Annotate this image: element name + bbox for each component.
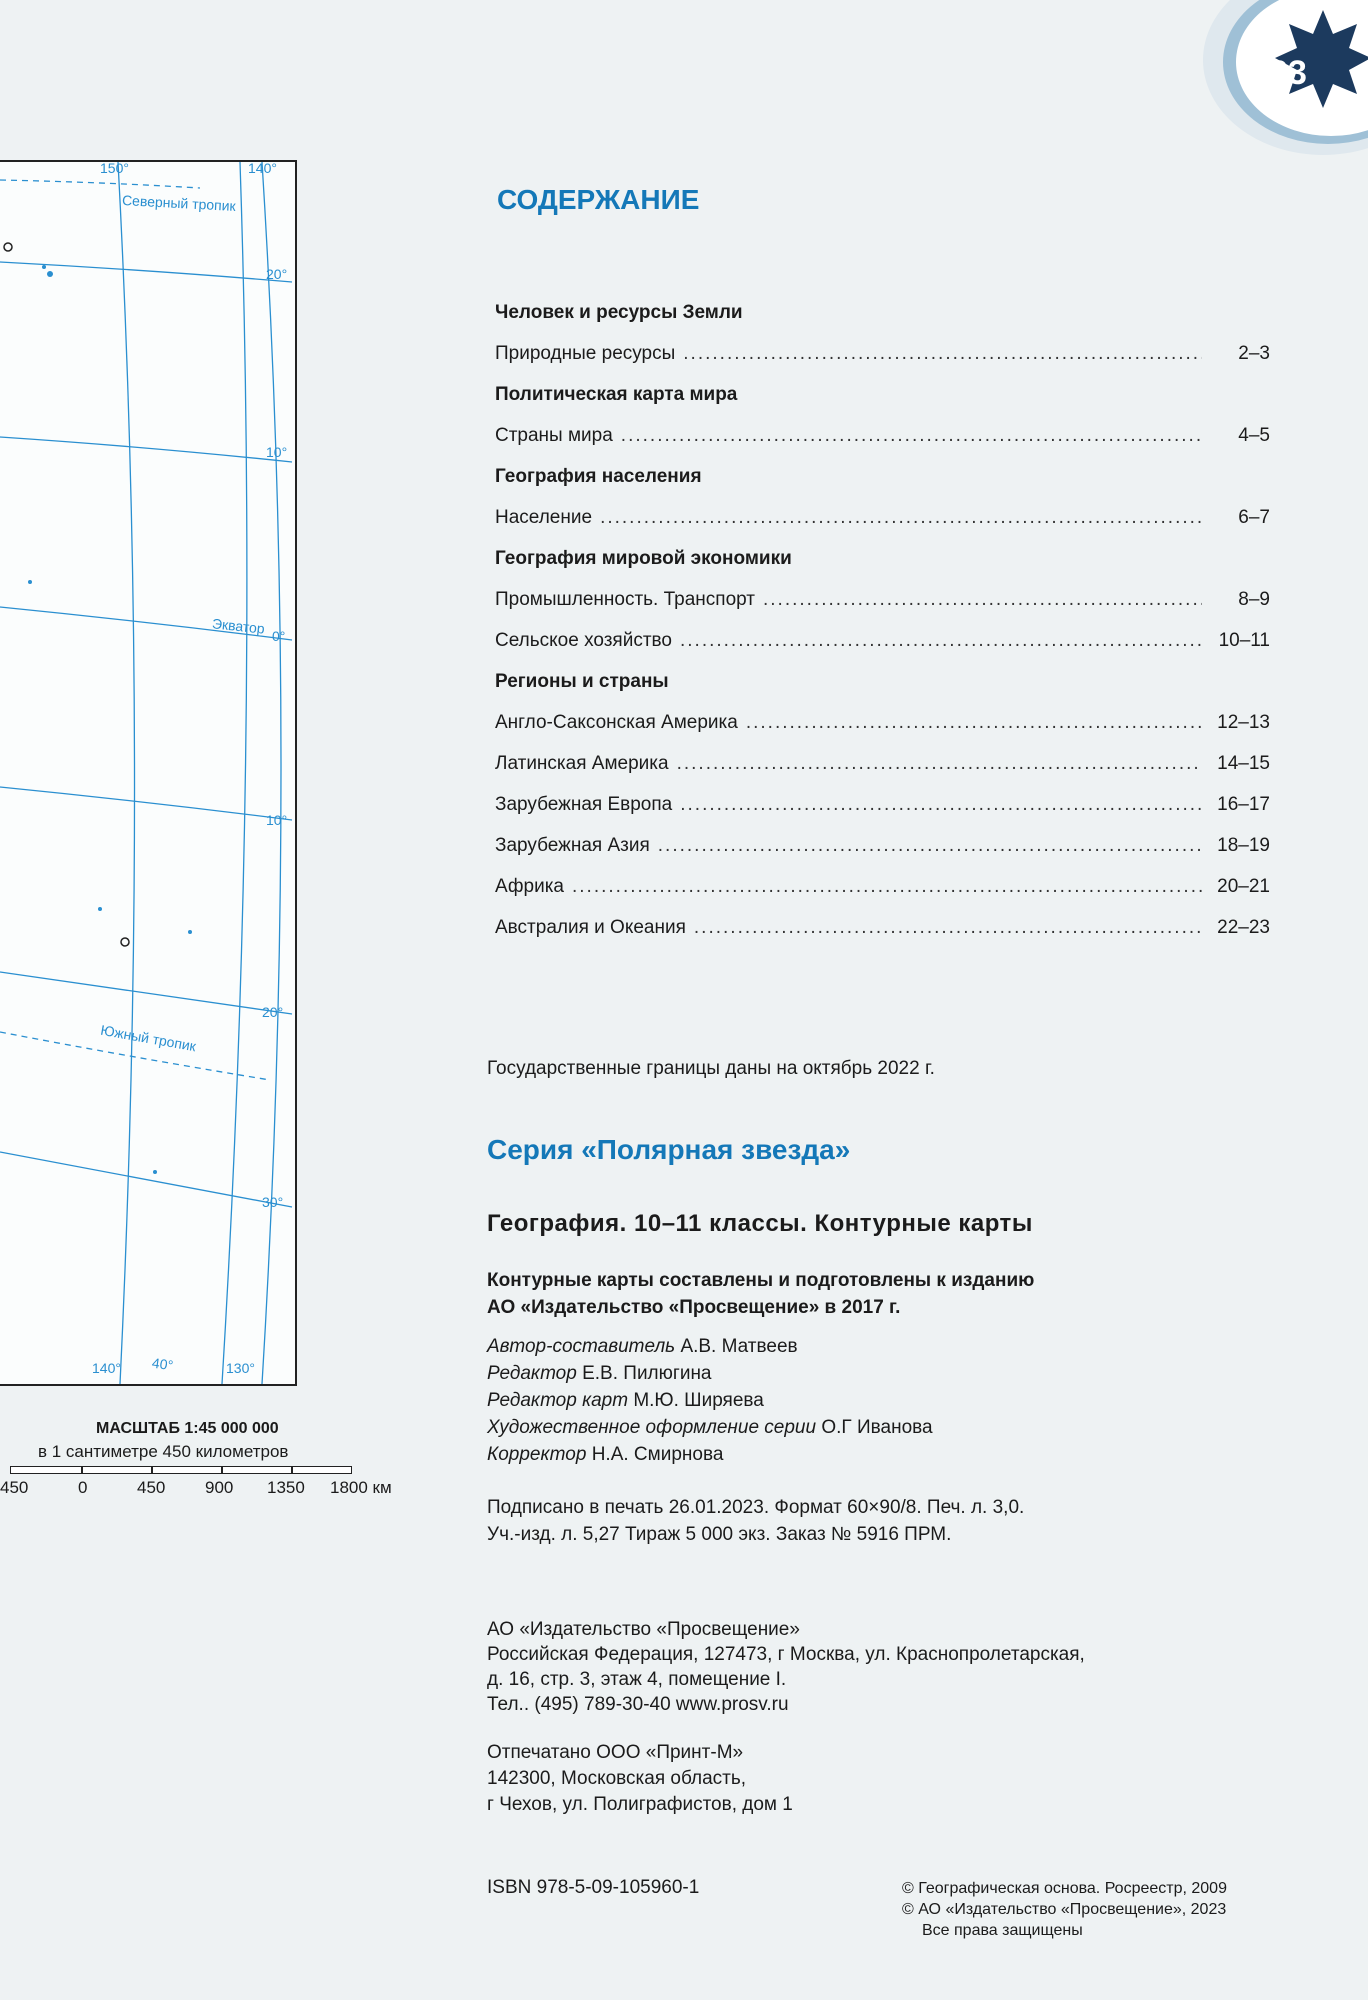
- prepared-note: [487, 1267, 1034, 1321]
- borders-note: Государственные границы даны на октябрь 2022 г.: [487, 1058, 935, 1079]
- credit-name: О.Г Иванова: [821, 1417, 933, 1438]
- prepared-line: АО «Издательство «Просвещение» в 2017 г.: [487, 1297, 901, 1318]
- toc-dot-leader: [746, 702, 1202, 743]
- toc-dot-leader: [763, 579, 1202, 620]
- credit-role: Автор-составитель: [487, 1336, 676, 1357]
- toc-entry-label: Сельское хозяйство: [495, 630, 672, 651]
- map-label-lat10s: 10°: [266, 812, 288, 828]
- copyright-line: © Географическая основа. Росреестр, 2009: [902, 1880, 1227, 1897]
- toc-dot-leader: [683, 333, 1202, 374]
- map-grid: [0, 162, 295, 1384]
- toc-entry: [495, 907, 1270, 948]
- scale-tick: 1800 км: [330, 1478, 392, 1497]
- toc-entry-pages: 14–15: [1217, 753, 1270, 774]
- toc-entry-label: Промышленность. Транспорт: [495, 589, 755, 610]
- printer-line: г Чехов, ул. Полиграфистов, дом 1: [487, 1794, 793, 1815]
- credit-name: Е.В. Пилюгина: [582, 1363, 712, 1384]
- credit-role: Редактор карт: [487, 1390, 629, 1411]
- toc-entry-pages: 18–19: [1217, 835, 1270, 856]
- credit-role: Художественное оформление серии: [487, 1417, 817, 1438]
- toc-entry: [495, 825, 1270, 866]
- toc-dot-leader: [680, 784, 1202, 825]
- credit-name: А.В. Матвеев: [680, 1336, 798, 1357]
- toc-section-heading: География мировой экономики: [495, 548, 792, 569]
- toc-entry: [495, 743, 1270, 784]
- toc-dot-leader: [677, 743, 1202, 784]
- scale-description: в 1 сантиметре 450 километров: [38, 1442, 289, 1461]
- scale-segment: [222, 1466, 292, 1474]
- scale-tick: 450: [137, 1478, 166, 1497]
- toc-entry: [495, 866, 1270, 907]
- scale-segment: [82, 1466, 152, 1474]
- print-info: [487, 1494, 1024, 1548]
- toc-dot-leader: [621, 415, 1202, 456]
- toc-dot-leader: [572, 866, 1202, 907]
- toc-section-heading: Политическая карта мира: [495, 384, 738, 405]
- scale-ticks: [0, 1478, 410, 1502]
- toc-entry: [495, 497, 1270, 538]
- toc-entry-label: Латинская Америка: [495, 753, 669, 774]
- printer-info: [487, 1740, 793, 1818]
- toc-entry: [495, 620, 1270, 661]
- scale-bar: [10, 1466, 350, 1474]
- toc-entry-label: Австралия и Океания: [495, 917, 686, 938]
- map-label-lat0: 0°: [272, 628, 286, 644]
- toc-entry: [495, 784, 1270, 825]
- scale-title: МАСШТАБ 1:45 000 000: [96, 1420, 279, 1437]
- toc-entry: [495, 415, 1270, 456]
- toc-entry-label: Африка: [495, 876, 564, 897]
- printer-line: Отпечатано ООО «Принт-М»: [487, 1742, 744, 1763]
- copyright-line: Все права защищены: [922, 1922, 1083, 1939]
- credits: [487, 1333, 933, 1468]
- toc-entry-pages: 16–17: [1217, 794, 1270, 815]
- scale-tick: 0: [78, 1478, 88, 1497]
- map-label-lon140-bottom: 140°: [92, 1360, 121, 1376]
- credit-line: [487, 1387, 933, 1414]
- toc-entry-pages: 6–7: [1238, 507, 1270, 528]
- toc-section-heading: Регионы и страны: [495, 671, 669, 692]
- scale-tick: 900: [205, 1478, 234, 1497]
- scale-segment: [10, 1466, 82, 1474]
- toc-entry-pages: 2–3: [1238, 343, 1270, 364]
- page-number: 23: [1269, 54, 1307, 92]
- print-info-line: Уч.-изд. л. 5,27 Тираж 5 000 экз. Заказ № 5916 ПРМ.: [487, 1524, 952, 1545]
- page-badge: [1193, 0, 1368, 165]
- map-label-lon140-top: 140°: [248, 160, 277, 176]
- publisher-info: [487, 1617, 1085, 1717]
- toc-entry-pages: 22–23: [1217, 917, 1270, 938]
- print-info-line: Подписано в печать 26.01.2023. Формат 60×90/8. Печ. л. 3,0.: [487, 1497, 1025, 1518]
- toc-dot-leader: [680, 620, 1202, 661]
- toc-entry-label: Зарубежная Европа: [495, 794, 673, 815]
- toc-dot-leader: [694, 907, 1202, 948]
- printer-line: 142300, Московская область,: [487, 1768, 747, 1789]
- credit-line: [487, 1333, 933, 1360]
- map-label-equator: Экватор: [211, 615, 266, 637]
- credit-role: Редактор: [487, 1363, 577, 1384]
- scale-segment: [292, 1466, 352, 1474]
- map-label-lon140-dash: 40°: [150, 1354, 175, 1374]
- map-label-lat10n: 10°: [266, 444, 288, 460]
- book-title: География. 10–11 классы. Контурные карты: [487, 1210, 1033, 1237]
- publisher-line: АО «Издательство «Просвещение»: [487, 1619, 800, 1640]
- toc-section-heading: Человек и ресурсы Земли: [495, 302, 743, 323]
- toc-entry: [495, 579, 1270, 620]
- credit-line: [487, 1360, 933, 1387]
- credit-name: М.Ю. Ширяева: [633, 1390, 764, 1411]
- credit-line: [487, 1441, 933, 1468]
- toc-title: СОДЕРЖАНИЕ: [497, 184, 700, 215]
- map-label-lon130: 130°: [226, 1360, 255, 1376]
- toc-dot-leader: [600, 497, 1202, 538]
- credit-name: Н.А. Смирнова: [591, 1444, 724, 1465]
- toc-entry-pages: 12–13: [1217, 712, 1270, 733]
- isbn: ISBN 978-5-09-105960-1: [487, 1877, 700, 1898]
- toc-entry-label: Природные ресурсы: [495, 343, 676, 364]
- publisher-line: д. 16, стр. 3, этаж 4, помещение I.: [487, 1669, 787, 1690]
- copyright: [902, 1878, 1227, 1941]
- map-label-north-tropic: Северный тропик: [121, 192, 237, 214]
- toc-section-heading: География населения: [495, 466, 702, 487]
- credit-line: [487, 1414, 933, 1441]
- scale-tick: 450: [0, 1478, 29, 1497]
- map-label-lon150: 150°: [100, 160, 129, 176]
- toc-entry-pages: 10–11: [1218, 630, 1270, 651]
- toc-entry-label: Англо-Саксонская Америка: [495, 712, 738, 733]
- credit-role: Корректор: [487, 1444, 587, 1465]
- map-label-lat30s: 30°: [262, 1194, 284, 1210]
- table-of-contents: [495, 292, 1270, 948]
- toc-entry-label: Страны мира: [495, 425, 613, 446]
- copyright-line: © АО «Издательство «Просвещение», 2023: [902, 1901, 1227, 1918]
- contour-map-fragment: [0, 160, 297, 1386]
- map-label-lat20s: 20°: [262, 1004, 284, 1020]
- toc-entry-label: Зарубежная Азия: [495, 835, 650, 856]
- publisher-line: Российская Федерация, 127473, г Москва, ул. Краснопролетарская,: [487, 1644, 1085, 1665]
- map-label-south-tropic: Южный тропик: [99, 1021, 198, 1055]
- toc-entry: [495, 333, 1270, 374]
- scale-segment: [152, 1466, 222, 1474]
- map-label-lat20n: 20°: [266, 266, 288, 282]
- toc-entry-pages: 8–9: [1238, 589, 1270, 610]
- prepared-line: Контурные карты составлены и подготовлены к изданию: [487, 1270, 1035, 1291]
- toc-dot-leader: [658, 825, 1202, 866]
- series-title: Серия «Полярная звезда»: [487, 1134, 851, 1165]
- toc-entry-label: Население: [495, 507, 593, 528]
- toc-entry: [495, 702, 1270, 743]
- publisher-line: Тел.. (495) 789-30-40 www.prosv.ru: [487, 1694, 789, 1715]
- toc-entry-pages: 4–5: [1238, 425, 1270, 446]
- scale-tick: 1350: [267, 1478, 305, 1497]
- toc-entry-pages: 20–21: [1217, 876, 1270, 897]
